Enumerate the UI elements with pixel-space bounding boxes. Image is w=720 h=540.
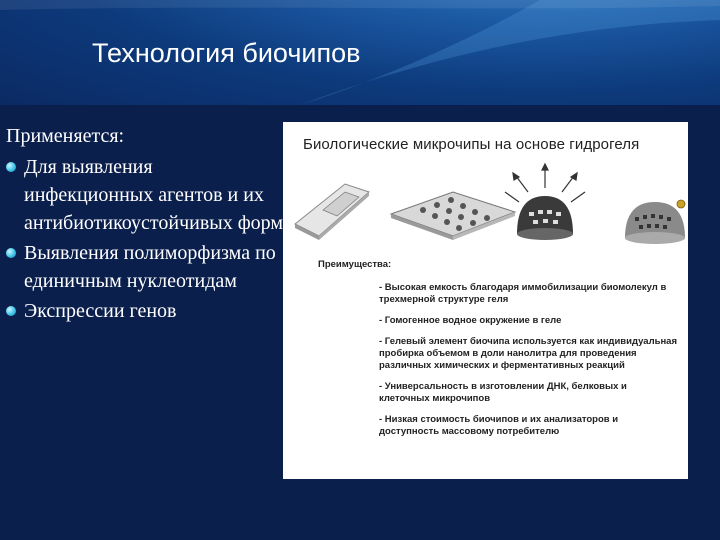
slide-title: Технология биочипов	[92, 38, 361, 68]
advantage-item: - Низкая стоимость биочипов и их анализаторов и доступность массовому потребителю	[379, 414, 619, 437]
magnified-dome-icon	[625, 200, 685, 244]
figure-title: Биологические микрочипы на основе гидрогеля	[303, 136, 640, 153]
bullet-item: Выявления полиморфизма по единичным нуклеотидам	[4, 239, 284, 295]
advantages-heading: Преимущества:	[318, 259, 392, 270]
advantages-list	[379, 282, 679, 447]
advantage-item: - Универсальность в изготовлении ДНК, белковых и клеточных микрочипов	[379, 381, 627, 404]
intro-text: Применяется:	[6, 125, 125, 147]
gel-dome-icon	[517, 196, 573, 240]
advantage-item: - Гомогенное водное окружение в геле	[379, 315, 562, 326]
bullet-item: Экспрессии генов	[4, 297, 284, 325]
bullet-item: Для выявления инфекционных агентов и их антибиотикоустойчивых форм	[4, 153, 284, 237]
microchip-slide-icon	[295, 184, 369, 240]
bullet-dot-icon	[6, 306, 16, 316]
advantage-item: - Высокая емкость благодаря иммобилизации биомолекул в трехмерной структуре геля	[379, 282, 667, 305]
bullet-dot-icon	[6, 248, 16, 258]
advantage-item: - Гелевый элемент биочипа используется как индивидуальная пробирка объемом в доли нанолитра для проведения различных химических и ферментативных реакций	[379, 336, 678, 371]
biochip-illustration	[283, 162, 688, 247]
gel-pad-plate-icon	[391, 192, 515, 240]
bullet-list	[4, 153, 284, 325]
biochip-figure	[283, 122, 688, 479]
bullet-dot-icon	[6, 162, 16, 172]
content-text	[4, 122, 284, 327]
